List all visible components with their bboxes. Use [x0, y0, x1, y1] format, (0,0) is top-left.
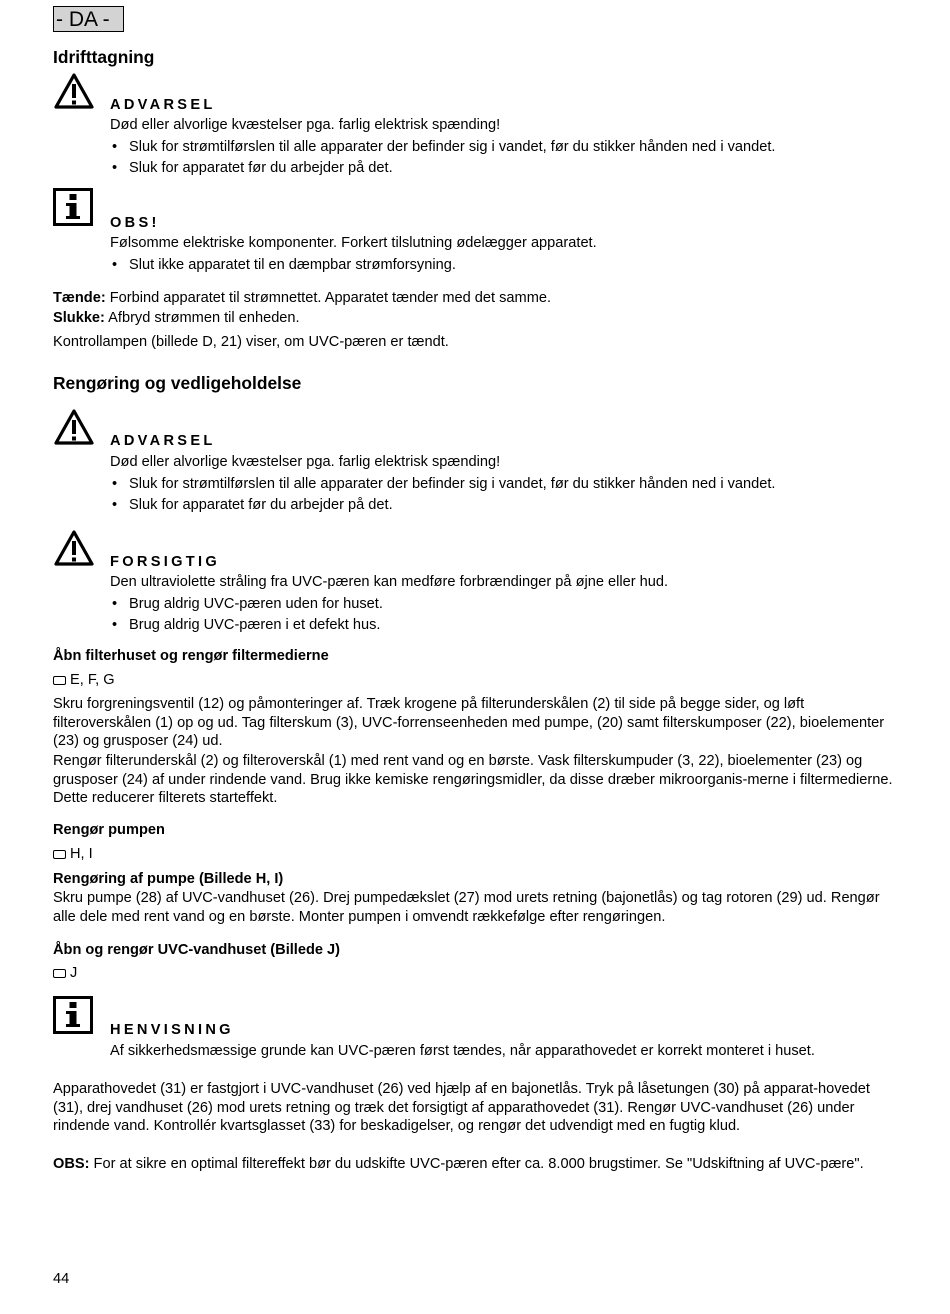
filter-paragraph-1: Skru forgreningsventil (12) og påmonteringer af. Træk krogene på filterunderskålen (2) til side på begge sider, og løft filteroverskålen (1) op og ud. Tag filterskum (3), UVC-forrenseenheden med pumpe, (20) samt filterskumposer (22), bioelementer (23) og grusposer (24) ud.	[53, 696, 885, 750]
warning-bullet: • Sluk for apparatet før du arbejder på det.	[110, 496, 910, 515]
section-title-cleaning: Rengøring og vedligeholdelse	[53, 373, 302, 393]
obs-paragraph	[53, 1155, 898, 1174]
note-text	[110, 234, 910, 274]
info-icon	[53, 188, 93, 226]
caution-text	[110, 573, 910, 635]
warning-signal-word: ADVARSEL	[110, 433, 216, 449]
warning-triangle-icon	[53, 408, 95, 446]
pump-cleaning-subtitle: Rengøring af pumpe (Billede H, I)	[53, 871, 284, 887]
uvc-subsection-title: Åbn og rengør UVC-vandhuset (Billede J)	[53, 942, 341, 958]
caution-bullet-list	[110, 595, 910, 635]
switch-on-label: Tænde:	[53, 290, 106, 306]
caution-bullet: • Brug aldrig UVC-pæren i et defekt hus.	[110, 616, 910, 635]
figure-reference	[53, 964, 77, 983]
book-icon	[53, 969, 66, 978]
section-title-commissioning: Idrifttagning	[53, 47, 155, 67]
warning-triangle-icon	[53, 72, 95, 110]
note-bullet: • Slut ikke apparatet til en dæmpbar strømforsyning.	[110, 256, 910, 275]
switch-on-line	[53, 289, 898, 308]
figure-reference	[53, 671, 115, 690]
warning-signal-word: ADVARSEL	[110, 97, 216, 113]
book-icon	[53, 850, 66, 859]
figure-reference-text: J	[70, 965, 78, 981]
note-signal-word: HENVISNING	[110, 1022, 234, 1038]
figure-reference-text: E, F, G	[70, 672, 115, 688]
pump-subsection-title: Rengør pumpen	[53, 822, 165, 838]
warning-text	[110, 453, 910, 515]
note-signal-word: OBS!	[110, 215, 160, 231]
switch-on-text: Forbind apparatet til strømnettet. Apparatet tænder med det samme.	[105, 290, 552, 306]
warning-description: Død eller alvorlige kvæstelser pga. farlig elektrisk spænding!	[110, 117, 501, 133]
warning-bullet-list	[110, 475, 910, 515]
warning-bullet: • Sluk for strømtilførslen til alle apparater der befinder sig i vandet, før du stikker hånden ned i vandet.	[110, 475, 910, 494]
filter-subsection-title: Åbn filterhuset og rengør filtermedierne	[53, 648, 329, 664]
obs-label: OBS:	[53, 1156, 90, 1172]
switch-off-label: Slukke:	[53, 310, 105, 326]
pump-paragraph: Skru pumpe (28) af UVC-vandhuset (26). Drej pumpedækslet (27) mod urets retning (bajonetlås) og tag rotoren (29) ud. Rengør alle dele med rent vand og en børste. Monter pumpen i omvendt rækkefølge efter rengøringen.	[53, 890, 880, 925]
language-badge: - DA -	[53, 6, 124, 32]
caution-bullet: • Brug aldrig UVC-pæren uden for huset.	[110, 595, 910, 614]
filter-paragraph-2: Rengør filterunderskål (2) og filteroverskål (1) med rent vand og en børste. Vask filterskumpuder (3, 22), bioelementer (23) og grusposer (24) af under rindende vand. Brug ikke kemiske rengøringsmidler, da disse dræber mikroorganis-merne i filtermedierne. Dette reducerer filterets starteffekt.	[53, 753, 893, 807]
caution-signal-word: FORSIGTIG	[110, 554, 220, 570]
figure-reference-text: H, I	[70, 846, 93, 862]
book-icon	[53, 676, 66, 685]
switch-off-text: Afbryd strømmen til enheden.	[104, 310, 300, 326]
figure-reference	[53, 845, 93, 864]
uvc-paragraph: Apparathovedet (31) er fastgjort i UVC-vandhuset (26) ved hjælp af en bajonetlås. Tryk på låsetungen (30) på apparat-hovedet (31), drej vandhuset (26) mod urets retning og træk det forsigtigt af apparathovedet (31). Rengør UVC-vandhuset (26) under rindende vand. Kontrollér kvartsglasset (33) for beskadigelser, og rengør det udvendigt med en fugtig klud.	[53, 1081, 870, 1135]
note-bullet-list	[110, 256, 910, 275]
warning-bullet-list	[110, 138, 910, 178]
info-icon	[53, 996, 93, 1034]
caution-triangle-icon	[53, 529, 95, 567]
warning-description: Død eller alvorlige kvæstelser pga. farlig elektrisk spænding!	[110, 454, 501, 470]
obs-text: For at sikre en optimal filtereffekt bør du udskifte UVC-pæren efter ca. 8.000 brugstimer. Se "Udskiftning af UVC-pære".	[89, 1156, 864, 1172]
caution-description: Den ultraviolette stråling fra UVC-pæren kan medføre forbrændinger på øjne eller hud.	[110, 574, 669, 590]
switch-off-line	[53, 309, 898, 328]
note-description: Følsomme elektriske komponenter. Forkert tilslutning ødelægger apparatet.	[110, 235, 597, 251]
warning-bullet: • Sluk for apparatet før du arbejder på det.	[110, 159, 910, 178]
note-text: Af sikkerhedsmæssige grunde kan UVC-pæren først tændes, når apparathovedet er korrekt monteret i huset.	[110, 1043, 815, 1059]
warning-bullet: • Sluk for strømtilførslen til alle apparater der befinder sig i vandet, før du stikker hånden ned i vandet.	[110, 138, 910, 157]
page-number: 44	[53, 1271, 70, 1287]
indicator-text: Kontrollampen (billede D, 21) viser, om UVC-pæren er tændt.	[53, 334, 449, 350]
warning-text	[110, 116, 910, 178]
